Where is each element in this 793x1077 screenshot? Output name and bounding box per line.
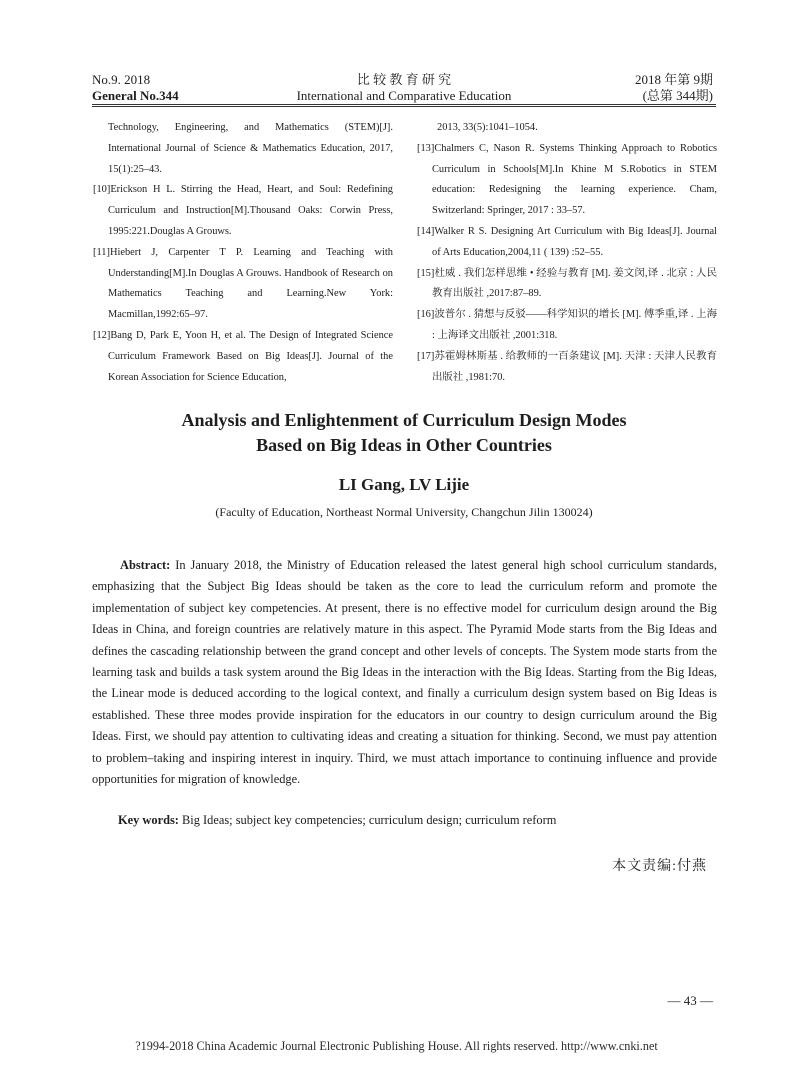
- abstract-paragraph: [92, 555, 717, 790]
- reference-text: 波普尔 . 猜想与反驳——科学知识的增长 [M]. 傅季重,译 . 上海 : 上海译文出版社 ,2001:318.: [432, 309, 717, 341]
- responsible-editor: 本文责编:付燕: [612, 859, 707, 874]
- reference-item: [417, 264, 717, 306]
- reference-item: [417, 347, 717, 389]
- keywords-label: Key words:: [118, 813, 179, 827]
- article-authors: LI Gang, LV Lijie: [338, 475, 470, 494]
- journal-title-cn: 比 较 教 育 研 究: [356, 72, 452, 87]
- header-rule-bottom: [92, 106, 716, 107]
- header-rule-top: [92, 104, 716, 105]
- reference-text: Walker R S. Designing Art Curriculum with Big Ideas[J]. Journal of Arts Education,2004,11 ( 139) :52–55.: [432, 225, 717, 258]
- page-number: — 43 —: [667, 993, 713, 1008]
- references-left-column: [93, 118, 393, 388]
- reference-item: [93, 118, 393, 180]
- issue-date-cn: 2018 年第 9期: [634, 72, 713, 87]
- reference-text: Technology, Engineering, and Mathematics (STEM)[J]. International Journal of Science & Mathematics Education, 2017, 15(1):25–43.: [108, 122, 393, 175]
- reference-item: [417, 139, 717, 222]
- reference-text: Chalmers C, Nason R. Systems Thinking Approach to Robotics Curriculum in Schools[M].In Khine M S.Robotics in STEM education: Redesigning the learning experience. Cham, Switzerland: Springer, 2017 : 33–57.: [432, 142, 717, 217]
- reference-item: [417, 222, 717, 264]
- reference-text: 2013, 33(5):1041–1054.: [437, 122, 538, 133]
- reference-text: Hiebert J, Carpenter T P. Learning and Teaching with Understanding[M].In Douglas A Grouws. Handbook of Research on Mathematics Teaching and Learning.New York: Macmillan,1992:65–97.: [108, 246, 393, 321]
- reference-number: [12]: [93, 329, 111, 341]
- keywords-text: Big Ideas; subject key competencies; curriculum design; curriculum reform: [182, 813, 557, 827]
- keywords-line: [118, 813, 718, 828]
- reference-text: 苏霍姆林斯基 . 给教师的一百条建议 [M]. 天津 : 天津人民教育出版社 ,1981:70.: [432, 350, 717, 383]
- reference-number: [14]: [417, 225, 435, 237]
- reference-item: [417, 118, 717, 139]
- reference-number: [16]: [417, 309, 435, 321]
- reference-item: [93, 180, 393, 242]
- reference-item: [93, 326, 393, 388]
- references-right-column: [417, 118, 717, 388]
- reference-text: 杜威 . 我们怎样思维 • 经验与教育 [M]. 姜文闵,译 . 北京 : 人民教育出版社 ,2017:87–89.: [432, 267, 717, 300]
- reference-number: [11]: [93, 246, 110, 258]
- reference-item: [93, 243, 393, 326]
- reference-number: [10]: [93, 184, 111, 196]
- copyright-footer: ?1994-2018 China Academic Journal Electronic Publishing House. All rights reserved. http://www.cnki.net: [135, 1039, 658, 1053]
- author-affiliation: (Faculty of Education, Northeast Normal University, Changchun Jilin 130024): [215, 505, 593, 519]
- issue-number: No.9. 2018: [92, 72, 151, 87]
- abstract-label: Abstract:: [120, 558, 171, 572]
- journal-title-en: International and Comparative Education: [296, 88, 512, 103]
- article-title-line1: Analysis and Enlightenment of Curriculum Design Modes: [181, 410, 627, 430]
- general-number: General No.344: [92, 88, 179, 103]
- reference-text: Erickson H L. Stirring the Head, Heart, and Soul: Redefining Curriculum and Instruction[M].Thousand Oaks: Corwin Press, 1995:221.Douglas A Grouws.: [108, 184, 393, 237]
- abstract-text: In January 2018, the Ministry of Education released the latest general high school curriculum standards, emphasizing that the Subject Big Ideas should be taken as the core to lead the curriculum reform and promote the implementation of subject key competencies. At present, there is no effective model for curriculum design around the Big Ideas in China, and foreign countries are relatively mature in this aspect. The Pyramid Mode starts from the Big Ideas and defines the cascading relationship between the grand concept and other levels of concepts. The System mode starts from the learning task and builds a task system around the Big Ideas in the interaction with the Big Ideas. Starting from the Big Ideas, the Linear mode is deduced according to the logical context, and finally a curriculum design system based on Big Ideas is established. These three modes provide inspiration for the educators in our country to design curriculum around the Big Ideas. First, we should pay attention to cultivating ideas and creating a situation for thinking. Second, we must pay attention to problem–taking and inspiring interest in inquiry. Third, we must attach importance to continuing influence and provide opportunities for migration of knowledge.: [92, 558, 717, 787]
- article-title-line2: Based on Big Ideas in Other Countries: [256, 435, 552, 455]
- reference-number: [13]: [417, 142, 435, 154]
- reference-number: [17]: [417, 350, 435, 362]
- reference-text: Bang D, Park E, Yoon H, et al. The Design of Integrated Science Curriculum Framework Based on Big Ideas[J]. Journal of the Korean Association for Science Education,: [108, 329, 393, 383]
- reference-item: [417, 305, 717, 347]
- total-issue-cn: (总第 344期): [642, 88, 713, 103]
- reference-number: [15]: [417, 267, 435, 279]
